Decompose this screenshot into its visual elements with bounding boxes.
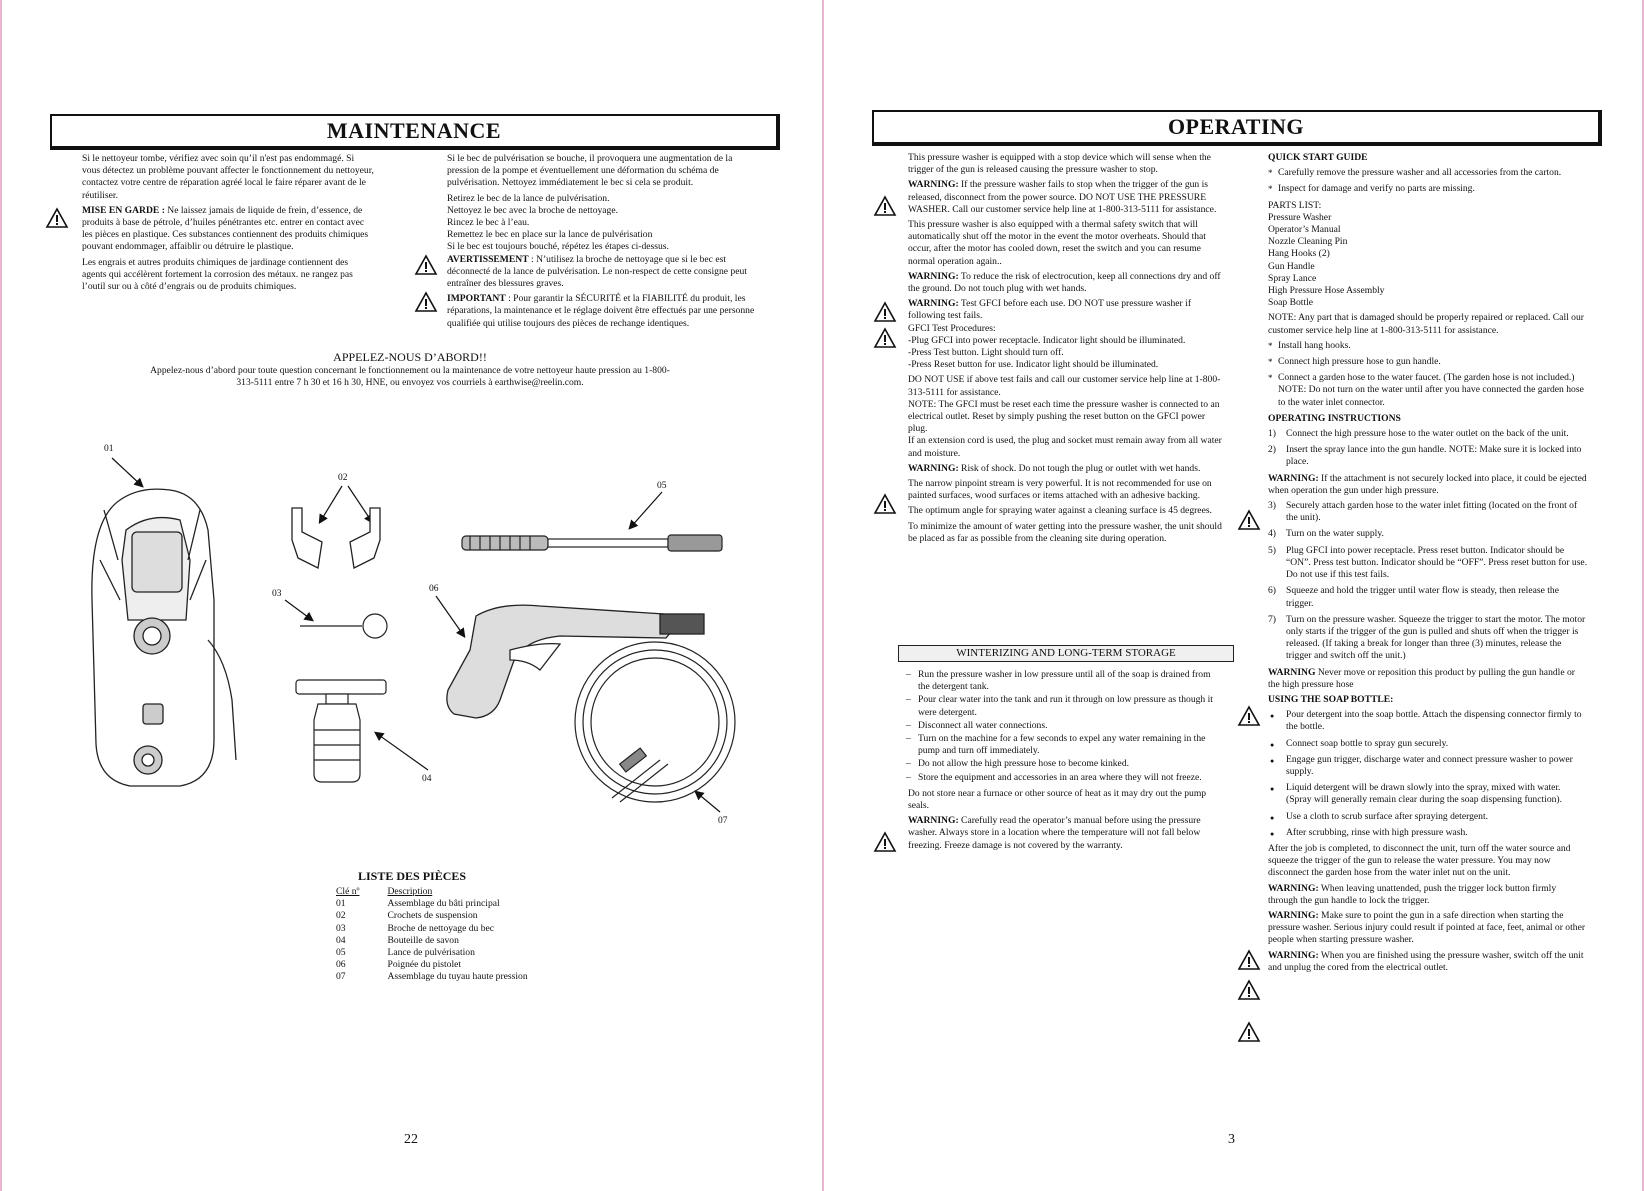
label-06: 06 [429, 584, 439, 594]
maint-step: Remettez le bec en place sur la lance de pulvérisation [447, 229, 653, 241]
warning-icon [1238, 706, 1260, 726]
op-warning-1 [908, 179, 1222, 216]
parts-list-item: Gun Handle [1268, 260, 1315, 272]
list-item: 4) Turn on the water supply. [1268, 528, 1384, 540]
op-p7: The optimum angle for spraying water against a cleaning surface is 45 degrees. [908, 505, 1212, 517]
list-item: * Connect a garden hose to the water faucet. (The garden hose is not included.) NOTE: Do not turn on the water until after you have connected the garden hose to the water inlet connector. [1268, 372, 1588, 409]
op-warning-e [1268, 950, 1588, 974]
warning-text: When you are finished using the pressure washer, switch off the unit and unplug the cored from the electrical outlet. [1268, 949, 1584, 973]
maint-step: Retirez le bec de la lance de pulvérisation. [447, 192, 610, 204]
parts-list-item: High Pressure Hose Assembly [1268, 285, 1385, 297]
list-item: – Turn on the machine for a few seconds to expel any water remaining in the pump and turn off immediately. [906, 733, 1224, 757]
list-item: 2) Insert the spray lance into the gun handle. NOTE: Make sure it is locked into place. [1268, 444, 1582, 468]
list-item: – Run the pressure washer in low pressure until all of the soap is drained from the detergent tank. [906, 669, 1224, 693]
parts-desc-header: Description [387, 886, 433, 897]
part-key: 02 [336, 910, 346, 922]
op-warning-2 [908, 271, 1222, 295]
warning-icon [874, 328, 896, 348]
cleaning-pin-drawing [300, 614, 387, 638]
part-key: 03 [336, 922, 346, 934]
hose-drawing [575, 642, 735, 802]
parts-list-item: Operator’s Manual [1268, 224, 1341, 236]
hang-hooks-drawing [292, 508, 380, 568]
parts-list-item: Pressure Washer [1268, 211, 1332, 223]
table-row [336, 947, 556, 959]
quick-start-list [1268, 167, 1588, 195]
page-number-right: 3 [1228, 1132, 1235, 1147]
maint-col2-p1: Si le bec de pulvérisation se bouche, il provoquera une augmentation de la pression de la pompe et éventuellement une déformation du schéma de pulvérisation. Nettoyez immédiatement le bec si cela se produit. [447, 153, 733, 189]
list-item: ● Connect soap bottle to spray gun securely. [1268, 738, 1588, 750]
warning-text: Test GFCI before each use. DO NOT use pressure washer if following test fails. [908, 298, 1192, 322]
op-p9: Do not store near a furnace or other source of heat as it may dry out the pump seals. [908, 787, 1207, 812]
gfci-step: -Press Reset button for use. Indicator light should be illuminated. [908, 359, 1159, 371]
part-key: 05 [336, 947, 346, 959]
parts-note: NOTE: Any part that is damaged should be properly repaired or replaced. Call our customer service help line at 1-800-313-5111 for assistance. [1268, 312, 1584, 336]
gfci-step: -Press Test button. Light should turn off. [908, 347, 1064, 359]
parts-table [336, 886, 556, 984]
warn-text: Ne laissez jamais de liquide de frein, d’essence, de produits à base de pétrole, d’huiles pénétrantes etc. entrer en contact avec les pièces en plastique. Ces substances contiennent des produits chimiques pouvant endommager, affaiblir ou détruire le plastique. [82, 204, 369, 253]
important-label: IMPORTANT [447, 293, 506, 305]
list-item: ● Engage gun trigger, discharge water and connect pressure washer to power supply. [1268, 754, 1588, 778]
avert-label: AVERTISSEMENT [447, 253, 529, 265]
quick-start-title: QUICK START GUIDE [1268, 152, 1368, 163]
label-01: 01 [104, 444, 114, 454]
operating-steps [1268, 428, 1588, 469]
maint-step: Rincez le bec à l’eau. [447, 217, 530, 229]
parts-key-header: Clé nº [336, 886, 360, 897]
list-item: 6) Squeeze and hold the trigger until water flow is steady, then release the trigger. [1268, 585, 1559, 609]
warning-icon [1238, 980, 1260, 1000]
soap-bottle-title: USING THE SOAP BOTTLE: [1268, 693, 1394, 705]
warning-icon [874, 196, 896, 216]
warning-label: WARNING: [908, 298, 959, 310]
maint-step: Si le bec est toujours bouché, répétez les étapes ci-dessus. [447, 241, 669, 253]
page-number-left: 22 [404, 1132, 418, 1147]
label-02: 02 [338, 473, 348, 483]
soap-bottle-drawing [296, 680, 386, 782]
list-item: – Store the equipment and accessories in an area where they will not freeze. [906, 772, 1224, 784]
parts-list-item: Hang Hooks (2) [1268, 248, 1330, 260]
call-us-text: Appelez-nous d’abord pour toute question concernant le fonctionnement ou la maintenance de votre nettoyeur haute pression au 1-800-313-5111 entre 7 h 30 et 16 h 30, HNE, ou envoyez vos courriels à earthwise@reelin.com. [150, 365, 670, 389]
part-key: 04 [336, 934, 346, 946]
warning-text: If the attachment is not securely locked into place, it could be ejected when operation the gun under high pressure. [1268, 472, 1587, 496]
spray-lance-drawing [462, 535, 722, 551]
parts-list-item: Soap Bottle [1268, 297, 1314, 309]
warning-text: Carefully read the operator’s manual before using the pressure washer. Always store in a location where the temperature will not fall below freezing. Freeze damage is not covered by the warranty. [908, 815, 1201, 851]
warning-label: WARNING: [908, 179, 959, 191]
warning-text: Risk of shock. Do not tough the plug or outlet with wet hands. [961, 462, 1201, 474]
gun-handle-drawing [447, 605, 704, 718]
warning-icon [874, 832, 896, 852]
avert-text: : N’utilisez la broche de nettoyage que si le bec est déconnecté de la lance de pulvérisation. Le non-respect de cette consigne peut entraîner des blessures graves. [447, 253, 747, 290]
op-p6: The narrow pinpoint stream is very powerful. It is not recommended for use on painted surfaces, wood surfaces or items attached with an adhesive backing. [908, 478, 1212, 502]
list-item: ● After scrubbing, rinse with high pressure wash. [1268, 827, 1588, 839]
part-key: 01 [336, 898, 346, 910]
list-item: * Carefully remove the pressure washer and all accessories from the carton. [1268, 167, 1588, 179]
part-desc: Assemblage du tuyau haute pression [387, 971, 528, 983]
label-04: 04 [422, 774, 432, 784]
warning-label: WARNING: [1268, 949, 1319, 961]
parts-list-item: Nozzle Cleaning Pin [1268, 236, 1348, 248]
list-item: ● Use a cloth to scrub surface after spraying detergent. [1268, 811, 1588, 823]
after-job-text: After the job is completed, to disconnect the unit, turn off the water source and squeeze the trigger of the gun to release the water pressure. You may now disconnect the garden hose from the water inlet nut on the unit. [1268, 842, 1571, 879]
part-desc: Lance de pulvérisation [387, 947, 475, 959]
label-05: 05 [657, 481, 667, 491]
op-warning-c [1268, 883, 1588, 907]
operating-title: OPERATING [872, 110, 1602, 146]
list-item: * Install hang hooks. [1268, 340, 1588, 352]
operating-steps-2 [1268, 500, 1588, 662]
op-warning-b [1268, 667, 1588, 691]
parts-list-title: PARTS LIST: [1268, 199, 1322, 211]
op-warning-4 [908, 463, 1222, 475]
table-row [336, 923, 556, 935]
table-row [336, 935, 556, 947]
winterizing-section [906, 669, 1224, 855]
maintenance-title: MAINTENANCE [50, 114, 780, 150]
part-desc: Broche de nettoyage du bec [387, 922, 495, 934]
op-warning-3 [908, 298, 1222, 322]
label-07: 07 [718, 816, 728, 826]
gfci-title: GFCI Test Procedures: [908, 322, 996, 334]
list-item: * Connect high pressure hose to gun handle. [1268, 356, 1588, 368]
soap-bottle-list [1268, 709, 1588, 839]
op-p5: If an extension cord is used, the plug and socket must remain away from all water and moisture. [908, 435, 1222, 459]
main-unit-drawing [92, 489, 236, 786]
warning-label: WARNING: [1268, 472, 1319, 484]
warning-text: Never move or reposition this product by pulling the gun handle or the high pressure hose [1268, 666, 1575, 690]
op-warning-5 [906, 815, 1224, 852]
warning-text: When leaving unattended, push the trigger lock button firmly through the gun handle to lock the trigger. [1268, 882, 1557, 906]
gfci-step: -Plug GFCI into power receptacle. Indicator light should be illuminated. [908, 334, 1186, 346]
warning-label: WARNING: [1268, 909, 1319, 921]
maint-step: Nettoyez le bec avec la broche de nettoyage. [447, 204, 618, 216]
warn-label: MISE EN GARDE : [82, 204, 165, 216]
op-p4: NOTE: The GFCI must be reset each time the pressure washer is connected to an electrical outlet. Reset by simply pushing the reset button on the GFCI power plug. [908, 398, 1220, 435]
op-p2: This pressure washer is also equipped with a thermal safety switch that will automatically shut off the motor in the event the motor overheats. Should that occur, after the motor has cooled down, reset the switch and you can resume normal operation again.. [908, 219, 1206, 267]
operating-instructions-title: OPERATING INSTRUCTIONS [1268, 412, 1401, 424]
parts-list-item: Spray Lance [1268, 272, 1317, 284]
table-row [336, 910, 556, 922]
list-item: 5) Plug GFCI into power receptacle. Press reset button. Indicator should be “ON”. Press test button. Indicator should be “OFF”. Press reset button for use. Do not use if this test fails. [1268, 544, 1588, 581]
part-desc: Crochets de suspension [387, 910, 478, 922]
important-text: : Pour garantir la SÉCURITÉ et la FIABILITÉ du produit, les réparations, la maintenance et le réglage doivent être effectués par une personne qualifiée qui utilise toujours des pièces de rechange identiques. [447, 293, 755, 329]
warning-label: WARNING [1268, 666, 1316, 678]
op-p1: This pressure washer is equipped with a stop device which will sense when the trigger of the gun is released causing the pressure washer to stop. [908, 152, 1211, 176]
warning-icon [1238, 510, 1260, 530]
list-item: – Pour clear water into the tank and run it through on low pressure as though it were detergent. [906, 694, 1224, 718]
maint-p1: Si le nettoyeur tombe, vérifiez avec soin qu’il n'est pas endommagé. Si vous détectez un problème pouvant affecter le fonctionnement du nettoyeur, contactez votre centre de réparation agréé local le faire réparer avant de le réutiliser. [82, 153, 374, 201]
op-warning-d [1268, 910, 1588, 947]
parts-list-title: LISTE DES PIÈCES [358, 869, 467, 883]
warning-icon [874, 302, 896, 322]
op-p3: DO NOT USE if above test fails and call our customer service help line at 1-800-313-5111 for assistance. [908, 374, 1221, 398]
op-warning-a [1268, 473, 1588, 497]
warning-icon [1238, 1022, 1260, 1042]
warning-text: To reduce the risk of electrocution, keep all connections dry and off the ground. Do not touch plug with wet hands. [908, 270, 1221, 295]
warning-label: WARNING: [1268, 882, 1319, 894]
part-desc: Assemblage du bâti principal [387, 898, 500, 910]
list-item: 3) Securely attach garden hose to the water inlet fitting (located on the front of the unit). [1268, 500, 1578, 524]
operating-col2 [1268, 152, 1588, 977]
part-key: 07 [336, 971, 346, 983]
list-item: – Disconnect all water connections. [906, 720, 1224, 732]
page-divider [822, 0, 824, 1191]
quick-start-list-2 [1268, 340, 1588, 409]
label-03: 03 [272, 589, 282, 599]
part-key: 06 [336, 959, 346, 971]
list-item: 1) Connect the high pressure hose to the water outlet on the back of the unit. [1268, 428, 1569, 440]
warning-icon [874, 494, 896, 514]
list-item: – Do not allow the high pressure hose to become kinked. [906, 758, 1224, 770]
warning-text: If the pressure washer fails to stop when the trigger of the gun is released, disconnect from the power source. DO NOT USE THE PRESSURE WASHER. Call our customer service help line at 1-800-313-5111 for assistance. [908, 179, 1217, 215]
table-row [336, 898, 556, 910]
winterizing-list [906, 669, 1224, 784]
winterizing-title: WINTERIZING AND LONG-TERM STORAGE [898, 645, 1234, 662]
table-row [336, 971, 556, 983]
operating-col1 [908, 152, 1222, 548]
warning-label: WARNING: [908, 462, 959, 474]
table-row [336, 959, 556, 971]
list-item: ● Pour detergent into the soap bottle. Attach the dispensing connector firmly to the bottle. [1268, 709, 1588, 733]
warning-text: Make sure to point the gun in a safe direction when starting the pressure washer. Serious injury could result if pointed at face, feet, animal or other people when starting pressure washer. [1268, 909, 1586, 946]
part-desc: Poignée du pistolet [387, 959, 462, 971]
maint-p2: Les engrais et autres produits chimiques de jardinage contiennent des agents qui accélèrent fortement la corrosion des métaux. ne rangez pas l’outil sur ou à côté d’engrais ou de produits chimiques. [82, 256, 353, 293]
list-item: ● Liquid detergent will be drawn slowly into the spray, mixed with water. (Spray will generally remain clear during the soap dispensing function). [1268, 782, 1588, 806]
warning-icon [1238, 950, 1260, 970]
parts-header-row [336, 886, 556, 898]
call-us-title: APPELEZ-NOUS D’ABORD!! [333, 350, 487, 364]
list-item: * Inspect for damage and verify no parts are missing. [1268, 183, 1588, 195]
part-desc: Bouteille de savon [387, 934, 459, 946]
warning-label: WARNING: [908, 270, 959, 282]
warning-label: WARNING: [908, 815, 959, 827]
list-item: 7) Turn on the pressure washer. Squeeze the trigger to start the motor. The motor only starts if the trigger of the gun is pulled and shuts off when the trigger is released. (If taking a break for longer than three (3) minutes, release the trigger and switch off the unit.) [1268, 613, 1586, 662]
op-p8: To minimize the amount of water getting into the pressure washer, the unit should be placed as far as possible from the cleaning site during operation. [908, 520, 1222, 544]
